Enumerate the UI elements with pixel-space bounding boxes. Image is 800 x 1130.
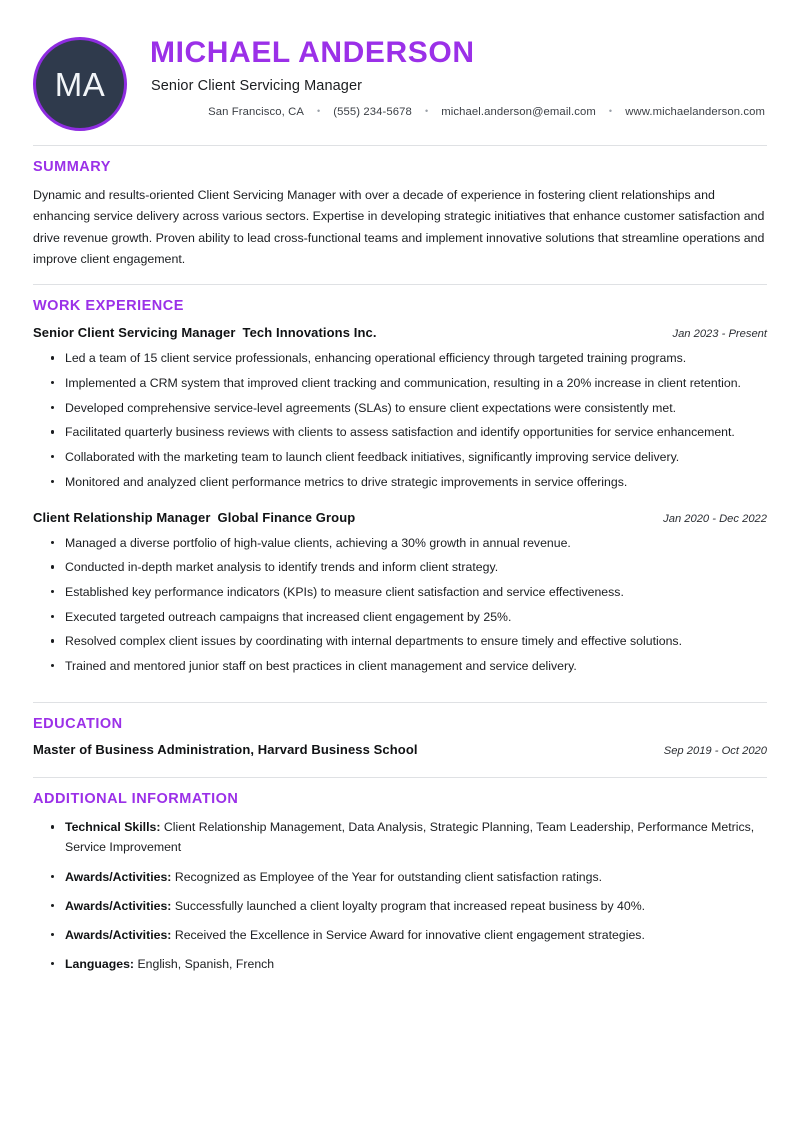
info-label: Awards/Activities: [65, 927, 172, 942]
list-item: Executed targeted outreach campaigns that increased client engagement by 25%. [51, 607, 767, 627]
section-additional-information [33, 778, 767, 974]
contact-email[interactable]: michael.anderson@email.com [441, 105, 596, 118]
work-entry [33, 324, 767, 491]
work-bullet-list [33, 533, 767, 676]
info-label: Languages: [65, 956, 135, 971]
info-label: Awards/Activities: [65, 869, 172, 884]
contact-phone[interactable]: (555) 234-5678 [333, 105, 412, 118]
info-label: Technical Skills: [65, 820, 161, 835]
work-bullet-list [33, 348, 767, 491]
work-entry-header [33, 324, 767, 342]
section-title-education: EDUCATION [33, 716, 123, 733]
summary-text: Dynamic and results-oriented Client Servicing Manager with over a decade of experience in fostering client relationships and enhancing service delivery across various sectors. Expertise in developing strategic initiatives that enhance customer satisfaction and drive revenue growth. Proven ability to lead cross-functional teams and implement innovative solutions that streamline operations and improve client engagement. [33, 188, 765, 266]
job-headline: Senior Client Servicing Manager [151, 77, 363, 94]
contact-separator-icon: • [608, 106, 613, 117]
contact-location: San Francisco, CA [208, 105, 305, 118]
section-title-additional-information: ADDITIONAL INFORMATION [33, 791, 239, 808]
list-item [51, 867, 767, 887]
resume-header [33, 30, 767, 131]
contact-separator-icon: • [317, 106, 321, 117]
contact-line [148, 106, 767, 118]
list-item: Facilitated quarterly business reviews with clients to assess satisfaction and identify opportunities for service enhancement. [51, 422, 767, 442]
education-entry [33, 742, 767, 757]
work-entry [33, 509, 767, 676]
list-item: Trained and mentored junior staff on best practices in client management and service delivery. [51, 656, 767, 676]
section-title-summary: SUMMARY [33, 159, 111, 175]
work-company: Tech Innovations Inc. [242, 325, 377, 341]
header-text-block [127, 34, 767, 118]
list-item: Led a team of 15 client service professionals, enhancing operational efficiency through targeted training programs. [51, 348, 767, 368]
list-item: Collaborated with the marketing team to launch client feedback initiatives, significantly improving service delivery. [51, 447, 767, 467]
list-item [51, 954, 767, 974]
work-company: Global Finance Group [217, 509, 356, 525]
section-work-experience [33, 285, 767, 676]
education-degree: Master of Business Administration, Harvard Business School [33, 742, 418, 758]
info-label: Awards/Activities: [65, 898, 172, 913]
education-date-range: Sep 2019 - Oct 2020 [663, 745, 767, 758]
info-value: Recognized as Employee of the Year for outstanding client satisfaction ratings. [174, 869, 603, 884]
avatar [33, 37, 127, 131]
list-item: Implemented a CRM system that improved client tracking and communication, resulting in a 20% increase in client retention. [51, 373, 767, 393]
list-item [51, 817, 767, 857]
list-item: Established key performance indicators (KPIs) to measure client satisfaction and service effectiveness. [51, 582, 767, 602]
section-education [33, 703, 767, 757]
list-item [51, 925, 767, 945]
list-item: Managed a diverse portfolio of high-value clients, achieving a 30% growth in annual revenue. [51, 533, 767, 553]
education-entry-header [33, 742, 767, 757]
work-entry-title-line [33, 324, 377, 342]
section-summary [33, 146, 767, 270]
info-value: Successfully launched a client loyalty program that increased repeat business by 40%. [174, 898, 646, 913]
list-item: Monitored and analyzed client performance metrics to drive strategic improvements in service offerings. [51, 472, 767, 492]
page-title: MICHAEL ANDERSON [150, 36, 475, 69]
list-item: Developed comprehensive service-level agreements (SLAs) to ensure client expectations were consistently met. [51, 398, 767, 418]
list-item: Resolved complex client issues by coordinating with internal departments to ensure timely and effective solutions. [51, 631, 767, 651]
list-item: Conducted in-depth market analysis to identify trends and inform client strategy. [51, 557, 767, 577]
work-date-range: Jan 2023 - Present [672, 328, 767, 341]
work-job-title: Senior Client Servicing Manager [33, 325, 236, 341]
additional-info-list [33, 817, 767, 974]
info-value: Received the Excellence in Service Award for innovative client engagement strategies. [174, 927, 645, 942]
contact-separator-icon: • [424, 106, 429, 117]
work-date-range: Jan 2020 - Dec 2022 [663, 512, 767, 525]
info-value: English, Spanish, French [137, 956, 275, 971]
info-value: Client Relationship Management, Data Analysis, Strategic Planning, Team Leadership, Performance Metrics, Service Improvement [65, 820, 755, 855]
section-title-work-experience: WORK EXPERIENCE [33, 298, 184, 315]
work-entry-title-line [33, 509, 355, 527]
work-job-title: Client Relationship Manager [33, 509, 211, 525]
contact-website[interactable]: www.michaelanderson.com [625, 105, 765, 118]
work-entry-header [33, 509, 767, 527]
list-item [51, 896, 767, 916]
avatar-initials: MA [54, 65, 106, 103]
